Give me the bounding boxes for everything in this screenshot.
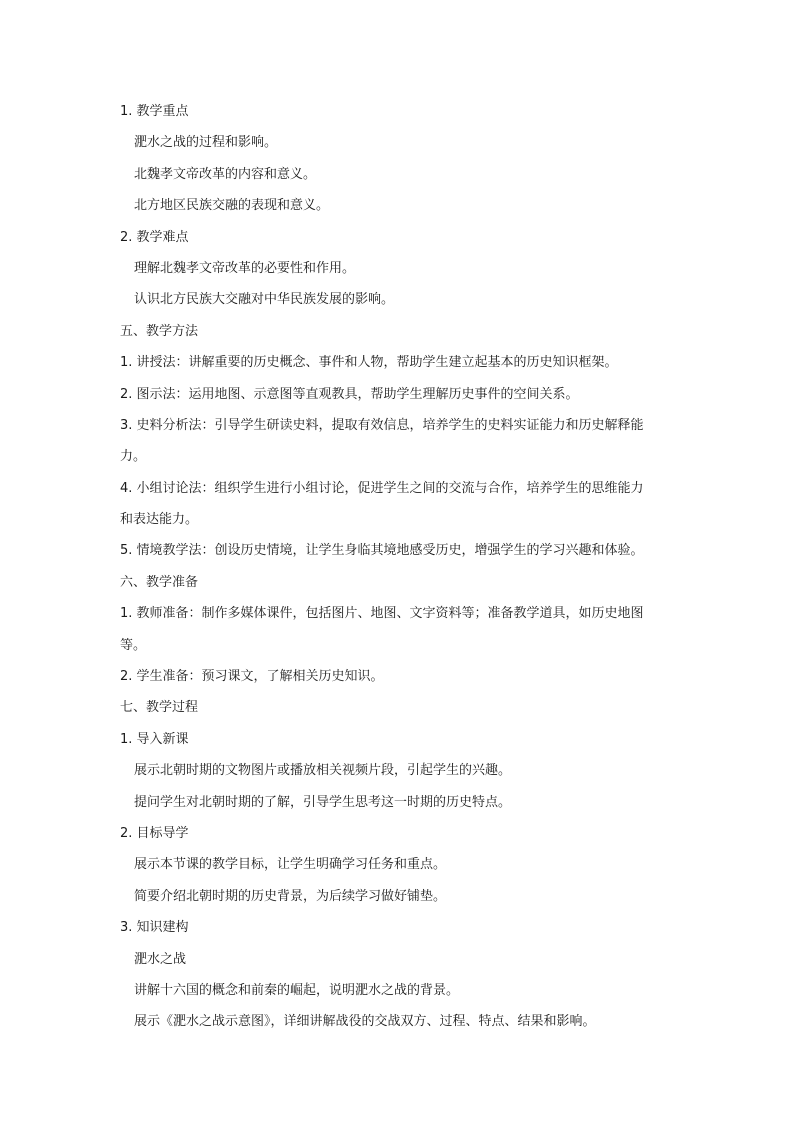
paragraph: 展示《淝水之战示意图》，详细讲解战役的交战双方、过程、特点、结果和影响。	[134, 1014, 596, 1030]
paragraph: 展示本节课的教学目标，让学生明确学习任务和重点。	[134, 857, 447, 873]
list-item: 4. 小组讨论法：组织学生进行小组讨论，促进学生之间的交流与合作，培养学生的思维能力	[120, 480, 644, 496]
paragraph: 提问学生对北朝时期的了解，引导学生思考这一时期的历史特点。	[134, 794, 512, 810]
section-heading-teaching-methods: 五、教学方法	[120, 323, 199, 339]
list-item: 2. 学生准备：预习课文，了解相关历史知识。	[120, 669, 384, 685]
list-item-continuation: 等。	[120, 637, 147, 653]
subheading-knowledge-construction: 3. 知识建构	[120, 920, 189, 936]
document-body	[120, 96, 680, 1038]
subheading-teaching-key-points: 1. 教学重点	[120, 104, 189, 119]
paragraph: 展示北朝时期的文物图片或播放相关视频片段，引起学生的兴趣。	[134, 763, 512, 779]
paragraph: 淝水之战	[134, 951, 187, 967]
paragraph: 北魏孝文帝改革的内容和意义。	[134, 166, 317, 182]
list-item-continuation: 力。	[120, 449, 147, 465]
subheading-teaching-difficulties: 2. 教学难点	[120, 229, 189, 245]
section-heading-teaching-preparation: 六、教学准备	[120, 574, 199, 590]
subheading-goal-guidance: 2. 目标导学	[120, 825, 189, 841]
paragraph: 理解北魏孝文帝改革的必要性和作用。	[134, 260, 356, 276]
paragraph: 淝水之战的过程和影响。	[134, 135, 278, 151]
paragraph: 认识北方民族大交融对中华民族发展的影响。	[134, 292, 395, 308]
paragraph: 简要介绍北朝时期的历史背景，为后续学习做好铺垫。	[134, 888, 447, 904]
paragraph: 北方地区民族交融的表现和意义。	[134, 198, 330, 214]
list-item: 1. 讲授法：讲解重要的历史概念、事件和人物，帮助学生建立起基本的历史知识框架。	[120, 355, 618, 371]
list-item: 3. 史料分析法：引导学生研读史料，提取有效信息，培养学生的史料实证能力和历史解释能	[120, 417, 644, 433]
list-item: 2. 图示法：运用地图、示意图等直观教具，帮助学生理解历史事件的空间关系。	[120, 386, 579, 402]
list-item: 1. 教师准备：制作多媒体课件，包括图片、地图、文字资料等；准备教学道具，如历史地图	[120, 606, 644, 622]
list-item-continuation: 和表达能力。	[120, 512, 199, 528]
section-heading-teaching-process: 七、教学过程	[120, 700, 199, 716]
list-item: 5. 情境教学法：创设历史情境，让学生身临其境地感受历史，增强学生的学习兴趣和体验。	[120, 543, 644, 559]
subheading-introduction: 1. 导入新课	[120, 731, 189, 747]
paragraph: 讲解十六国的概念和前秦的崛起，说明淝水之战的背景。	[134, 982, 460, 998]
